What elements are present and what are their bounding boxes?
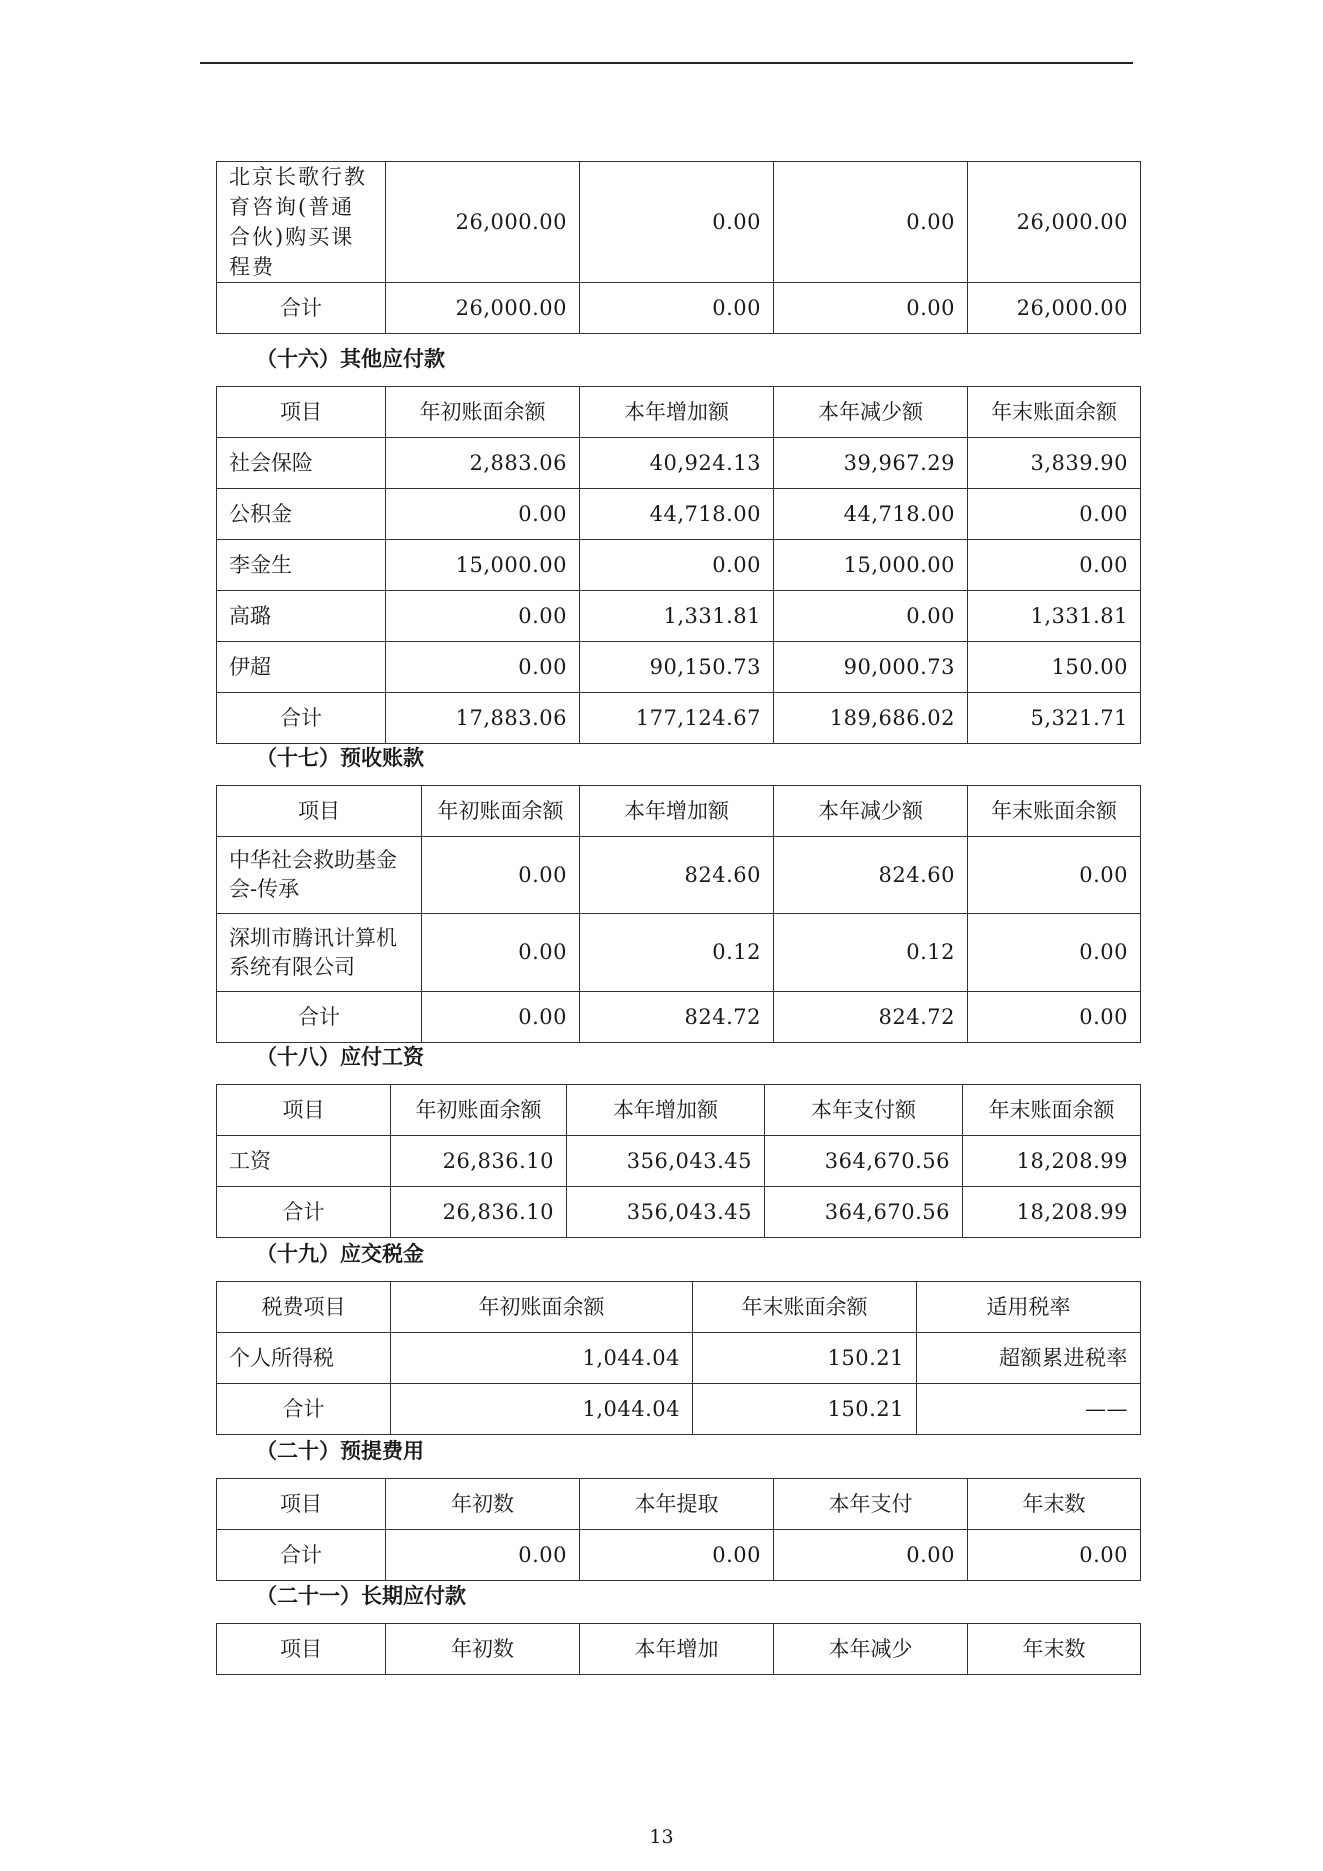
item-cell: 社会保险 bbox=[217, 438, 386, 489]
table-row bbox=[217, 489, 1141, 540]
value-cell: 0.00 bbox=[422, 837, 580, 914]
value-cell: 177,124.67 bbox=[580, 693, 774, 744]
header-rule bbox=[200, 62, 1133, 64]
column-header: 适用税率 bbox=[917, 1282, 1141, 1333]
section-title-20: （二十）预提费用 bbox=[256, 1439, 424, 1463]
column-header: 年末账面余额 bbox=[693, 1282, 917, 1333]
value-cell: 5,321.71 bbox=[968, 693, 1141, 744]
column-header: 项目 bbox=[217, 1085, 391, 1136]
accrued-expenses-table bbox=[216, 1478, 1141, 1581]
item-cell: 合计 bbox=[217, 1384, 391, 1435]
column-header: 年末账面余额 bbox=[968, 786, 1141, 837]
value-cell: 3,839.90 bbox=[968, 438, 1141, 489]
value-cell: 0.00 bbox=[774, 1530, 968, 1581]
item-cell: 伊超 bbox=[217, 642, 386, 693]
table-row bbox=[217, 642, 1141, 693]
total-row bbox=[217, 1384, 1141, 1435]
value-cell: 26,000.00 bbox=[968, 162, 1141, 283]
value-cell: 2,883.06 bbox=[386, 438, 580, 489]
value-cell: 0.00 bbox=[968, 489, 1141, 540]
total-row bbox=[217, 283, 1141, 334]
total-row bbox=[217, 693, 1141, 744]
column-header: 项目 bbox=[217, 1624, 386, 1675]
tax-rate-cell: 超额累进税率 bbox=[917, 1333, 1141, 1384]
wages-payable-table bbox=[216, 1084, 1141, 1238]
value-cell: 824.72 bbox=[774, 992, 968, 1043]
item-cell: 高璐 bbox=[217, 591, 386, 642]
advance-receipts-table bbox=[216, 785, 1141, 1043]
value-cell: 824.60 bbox=[580, 837, 774, 914]
value-cell: 0.00 bbox=[774, 283, 968, 334]
column-header: 本年减少额 bbox=[774, 786, 968, 837]
other-payables-table bbox=[216, 386, 1141, 744]
table-header-row bbox=[217, 786, 1141, 837]
section-title-16: （十六）其他应付款 bbox=[256, 347, 445, 371]
value-cell: 356,043.45 bbox=[567, 1187, 765, 1238]
item-cell: 个人所得税 bbox=[217, 1333, 391, 1384]
table-row bbox=[217, 591, 1141, 642]
column-header: 税费项目 bbox=[217, 1282, 391, 1333]
value-cell: 150.21 bbox=[693, 1384, 917, 1435]
column-header: 年初账面余额 bbox=[422, 786, 580, 837]
value-cell: 26,836.10 bbox=[391, 1187, 567, 1238]
value-cell: 18,208.99 bbox=[963, 1187, 1141, 1238]
section-title-21: （二十一）长期应付款 bbox=[256, 1584, 466, 1608]
item-cell: 合计 bbox=[217, 992, 422, 1043]
tax-rate-cell: —— bbox=[917, 1384, 1141, 1435]
column-header: 本年增加额 bbox=[580, 786, 774, 837]
column-header: 年初账面余额 bbox=[391, 1085, 567, 1136]
value-cell: 0.12 bbox=[580, 914, 774, 992]
column-header: 项目 bbox=[217, 1479, 386, 1530]
taxes-payable-table bbox=[216, 1281, 1141, 1435]
value-cell: 364,670.56 bbox=[765, 1187, 963, 1238]
value-cell: 0.00 bbox=[968, 837, 1141, 914]
column-header: 本年提取 bbox=[580, 1479, 774, 1530]
column-header: 年初数 bbox=[386, 1624, 580, 1675]
value-cell: 26,000.00 bbox=[386, 283, 580, 334]
table-row bbox=[217, 914, 1141, 992]
value-cell: 150.00 bbox=[968, 642, 1141, 693]
column-header: 项目 bbox=[217, 786, 422, 837]
table-row bbox=[217, 438, 1141, 489]
column-header: 本年增加额 bbox=[580, 387, 774, 438]
value-cell: 0.00 bbox=[422, 992, 580, 1043]
item-cell: 深圳市腾讯计算机系统有限公司 bbox=[217, 914, 422, 992]
section-title-17: （十七）预收账款 bbox=[256, 746, 424, 770]
total-row bbox=[217, 992, 1141, 1043]
value-cell: 18,208.99 bbox=[963, 1136, 1141, 1187]
item-cell: 合计 bbox=[217, 693, 386, 744]
value-cell: 90,000.73 bbox=[774, 642, 968, 693]
item-cell: 李金生 bbox=[217, 540, 386, 591]
table-header-row bbox=[217, 1479, 1141, 1530]
value-cell: 1,044.04 bbox=[391, 1333, 693, 1384]
table-header-row bbox=[217, 387, 1141, 438]
value-cell: 0.00 bbox=[386, 489, 580, 540]
value-cell: 0.00 bbox=[422, 914, 580, 992]
table-row bbox=[217, 1136, 1141, 1187]
section-title-18: （十八）应付工资 bbox=[256, 1045, 424, 1069]
value-cell: 0.00 bbox=[968, 914, 1141, 992]
item-cell: 合计 bbox=[217, 1187, 391, 1238]
column-header: 年初账面余额 bbox=[391, 1282, 693, 1333]
value-cell: 44,718.00 bbox=[580, 489, 774, 540]
column-header: 本年增加 bbox=[580, 1624, 774, 1675]
value-cell: 0.00 bbox=[580, 162, 774, 283]
value-cell: 0.00 bbox=[774, 162, 968, 283]
value-cell: 39,967.29 bbox=[774, 438, 968, 489]
column-header: 年末数 bbox=[968, 1624, 1141, 1675]
item-cell: 公积金 bbox=[217, 489, 386, 540]
continued-table bbox=[216, 161, 1141, 334]
table-header-row bbox=[217, 1282, 1141, 1333]
value-cell: 364,670.56 bbox=[765, 1136, 963, 1187]
table-header-row bbox=[217, 1624, 1141, 1675]
value-cell: 0.00 bbox=[968, 992, 1141, 1043]
value-cell: 150.21 bbox=[693, 1333, 917, 1384]
table-row bbox=[217, 1333, 1141, 1384]
item-cell: 中华社会救助基金会-传承 bbox=[217, 837, 422, 914]
value-cell: 0.00 bbox=[968, 540, 1141, 591]
value-cell: 44,718.00 bbox=[774, 489, 968, 540]
column-header: 本年减少 bbox=[774, 1624, 968, 1675]
table-row bbox=[217, 162, 1141, 283]
value-cell: 0.00 bbox=[774, 591, 968, 642]
value-cell: 1,331.81 bbox=[580, 591, 774, 642]
column-header: 项目 bbox=[217, 387, 386, 438]
long-term-payables-table bbox=[216, 1623, 1141, 1675]
column-header: 本年减少额 bbox=[774, 387, 968, 438]
table-row bbox=[217, 540, 1141, 591]
item-cell: 合计 bbox=[217, 283, 386, 334]
item-cell: 北京长歌行教育咨询(普通合伙)购买课程费 bbox=[217, 162, 386, 283]
value-cell: 0.00 bbox=[386, 591, 580, 642]
value-cell: 15,000.00 bbox=[386, 540, 580, 591]
value-cell: 1,044.04 bbox=[391, 1384, 693, 1435]
value-cell: 26,000.00 bbox=[386, 162, 580, 283]
value-cell: 17,883.06 bbox=[386, 693, 580, 744]
table-header-row bbox=[217, 1085, 1141, 1136]
value-cell: 90,150.73 bbox=[580, 642, 774, 693]
column-header: 年末账面余额 bbox=[968, 387, 1141, 438]
value-cell: 0.00 bbox=[386, 1530, 580, 1581]
value-cell: 0.12 bbox=[774, 914, 968, 992]
value-cell: 356,043.45 bbox=[567, 1136, 765, 1187]
table-row bbox=[217, 837, 1141, 914]
value-cell: 824.72 bbox=[580, 992, 774, 1043]
section-title-19: （十九）应交税金 bbox=[256, 1242, 424, 1266]
value-cell: 26,836.10 bbox=[391, 1136, 567, 1187]
value-cell: 0.00 bbox=[580, 283, 774, 334]
page-number: 13 bbox=[649, 1826, 674, 1848]
column-header: 年初账面余额 bbox=[386, 387, 580, 438]
value-cell: 0.00 bbox=[968, 1530, 1141, 1581]
item-cell: 合计 bbox=[217, 1530, 386, 1581]
total-row bbox=[217, 1187, 1141, 1238]
column-header: 本年增加额 bbox=[567, 1085, 765, 1136]
value-cell: 40,924.13 bbox=[580, 438, 774, 489]
item-cell: 工资 bbox=[217, 1136, 391, 1187]
column-header: 本年支付额 bbox=[765, 1085, 963, 1136]
column-header: 年末数 bbox=[968, 1479, 1141, 1530]
value-cell: 1,331.81 bbox=[968, 591, 1141, 642]
value-cell: 189,686.02 bbox=[774, 693, 968, 744]
column-header: 年初数 bbox=[386, 1479, 580, 1530]
value-cell: 0.00 bbox=[580, 1530, 774, 1581]
total-row bbox=[217, 1530, 1141, 1581]
column-header: 本年支付 bbox=[774, 1479, 968, 1530]
value-cell: 15,000.00 bbox=[774, 540, 968, 591]
column-header: 年末账面余额 bbox=[963, 1085, 1141, 1136]
value-cell: 0.00 bbox=[580, 540, 774, 591]
value-cell: 26,000.00 bbox=[968, 283, 1141, 334]
value-cell: 824.60 bbox=[774, 837, 968, 914]
value-cell: 0.00 bbox=[386, 642, 580, 693]
